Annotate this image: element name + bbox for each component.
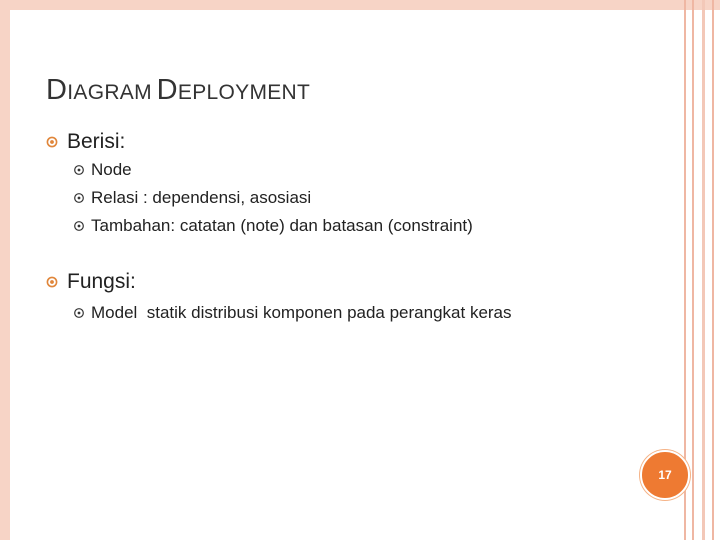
sun-icon (46, 136, 58, 148)
bullet-text: Berisi: (67, 130, 126, 153)
page-number-badge (640, 450, 690, 500)
bullet-level-1 (46, 270, 136, 294)
title-initial: D (46, 74, 68, 106)
bullet-text: Node (91, 160, 132, 179)
title-rest: EPLOYMENT (177, 81, 311, 104)
page-number: 17 (658, 468, 672, 482)
sun-outline-icon (73, 307, 85, 319)
title-rest: IAGRAM (67, 81, 152, 104)
bullet-level-1 (46, 130, 125, 154)
bullet-text: Fungsi: (67, 270, 136, 293)
right-decoration-line (692, 0, 694, 540)
bullet-level-2 (73, 188, 311, 208)
left-border (0, 0, 10, 540)
slide-title (46, 74, 310, 107)
bullet-text: Model statik distribusi komponen pada perangkat keras (91, 303, 512, 322)
sun-outline-icon (73, 192, 85, 204)
bullet-level-2 (73, 303, 512, 323)
bullet-level-2 (73, 160, 132, 180)
sun-icon (46, 276, 58, 288)
top-border (0, 0, 720, 10)
right-decoration-line (712, 0, 714, 540)
sun-outline-icon (73, 220, 85, 232)
title-initial: D (156, 74, 178, 106)
right-decoration-line (702, 0, 705, 540)
sun-outline-icon (73, 164, 85, 176)
bullet-text: Tambahan: catatan (note) dan batasan (constraint) (91, 216, 473, 235)
bullet-text: Relasi : dependensi, asosiasi (91, 188, 312, 207)
bullet-level-2 (73, 216, 473, 236)
